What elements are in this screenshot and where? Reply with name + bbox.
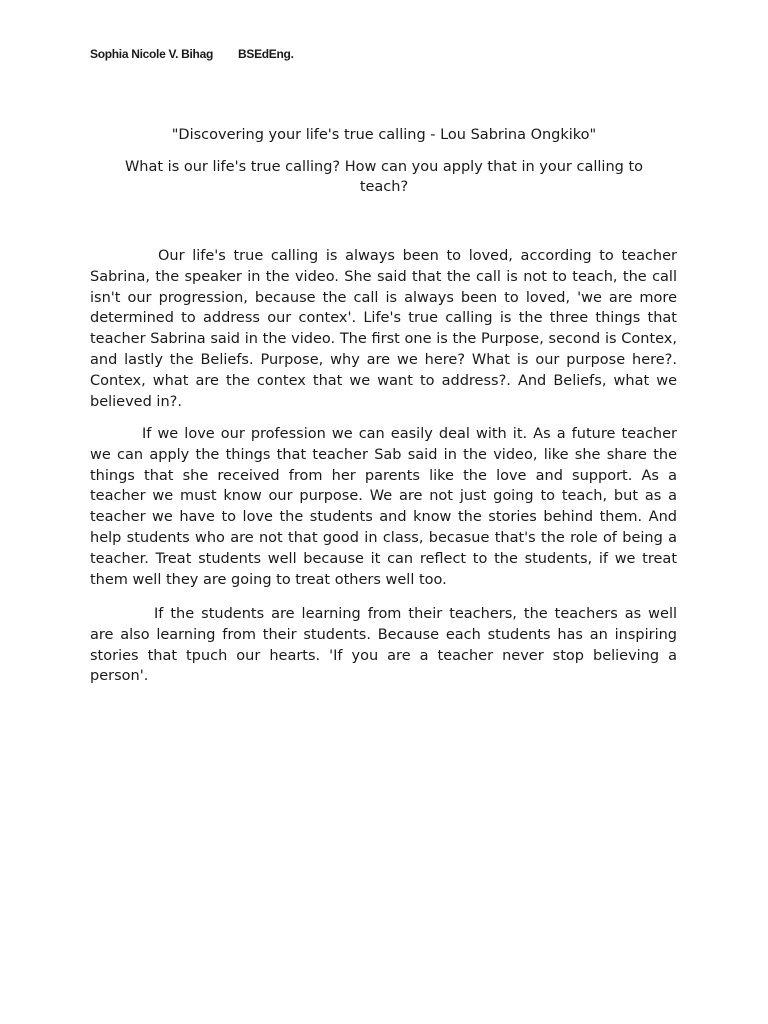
course-label: BSEdEng.: [238, 47, 294, 61]
author-header: [90, 47, 294, 61]
guide-question: What is our life's true calling? How can you apply that in your calling to teach?: [124, 159, 644, 195]
author-name: Sophia Nicole V. Bihag: [90, 47, 213, 61]
body-paragraph: If the students are learning from their teachers, the teachers as well are also learning from their students. Because each students has an inspiring stories that tpuch our hearts. 'If you are a teacher never stop believing a person'.: [90, 606, 677, 685]
body-paragraph: If we love our profession we can easily deal with it. As a future teacher we can apply the things that teacher Sab said in the video, like she share the things that she received from her parents like the love and support. As a teacher we must know our purpose. We are not just going to teach, but as a teacher we have to love the students and know the stories behind them. And help students who are not that good in class, becasue that's the role of being a teacher. Treat students well because it can reflect to the students, if we treat them well they are going to treat others well too.: [90, 426, 677, 588]
body-paragraph: Our life's true calling is always been to loved, according to teacher Sabrina, the speaker in the video. She said that the call is not to teach, the call isn't our progression, because the call is always been to loved, 'we are more determined to address our contex'. Life's true calling is the three things that teacher Sabrina said in the video. The first one is the Purpose, second is Contex, and lastly the Beliefs. Purpose, why are we here? What is our purpose here?. Contex, what are the contex that we want to address?. And Beliefs, what we believed in?.: [90, 248, 677, 410]
document-title: "Discovering your life's true calling - Lou Sabrina Ongkiko": [171, 127, 597, 143]
